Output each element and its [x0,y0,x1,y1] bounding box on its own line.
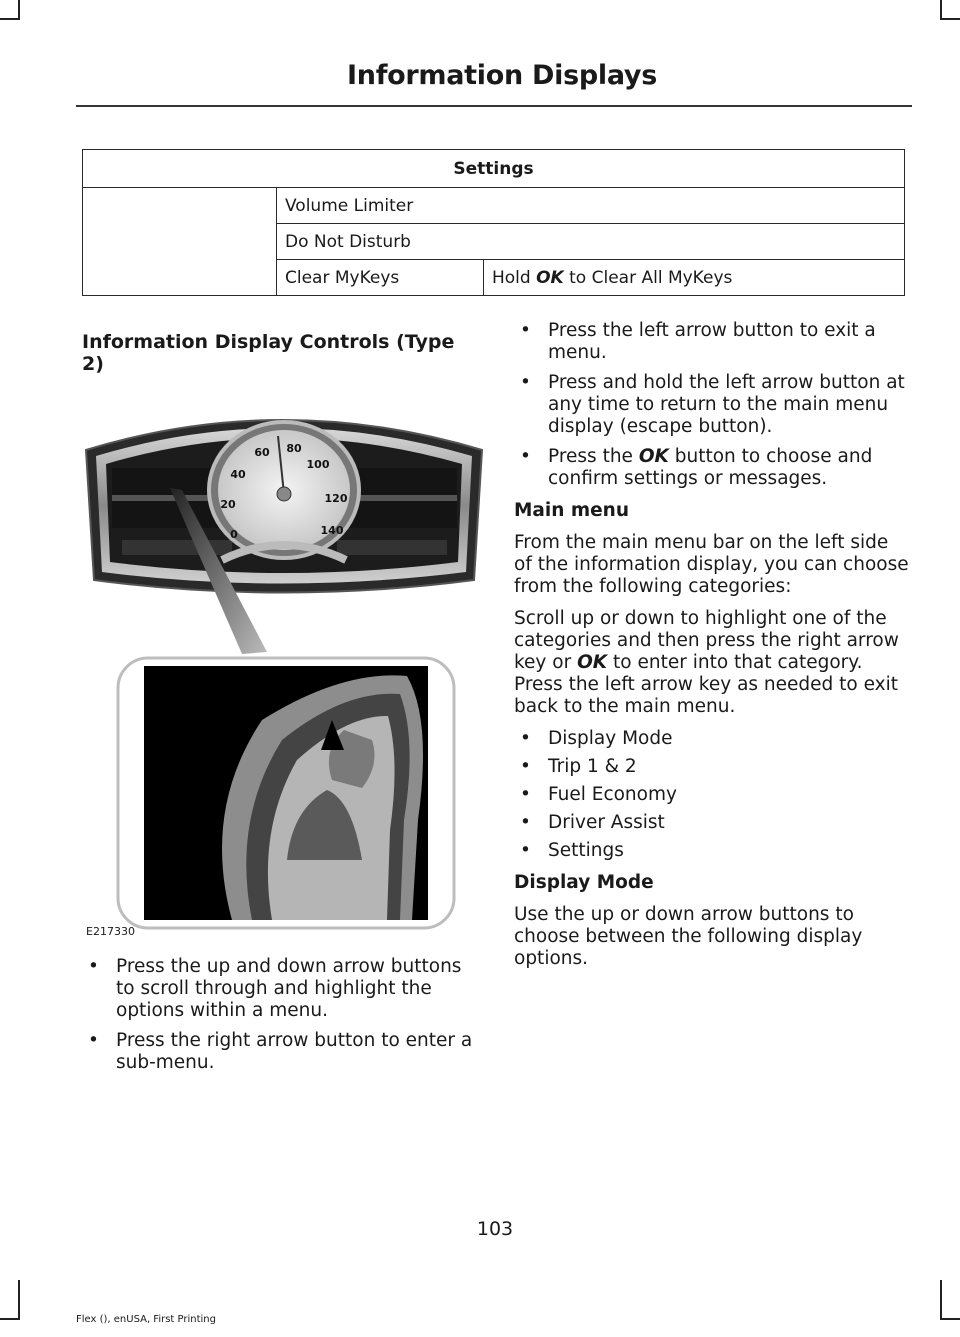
bullet-dot: • [520,756,531,777]
bullet-dot: • [520,784,531,805]
right-column [514,320,909,980]
speedo-number: 20 [220,498,236,511]
ok-label: OK [536,267,564,288]
list-item [514,812,909,834]
bullet-dot: • [520,840,531,861]
page-number: 103 [476,1218,514,1240]
crop-mark [0,18,20,20]
list-item [514,840,909,862]
bullet-dot: • [520,728,531,749]
list-item [514,446,909,490]
list-item-text: Display Mode [548,728,673,749]
speedo-number: 0 [230,528,238,541]
list-item-text: Press the left arrow button to exit a menu. [548,320,876,363]
list-item [514,372,909,438]
paragraph: From the main menu bar on the left side of the information display, you can choose from the following categories: [514,532,909,597]
list-item-text: Press the up and down arrow buttons to scroll through and highlight the options within a menu. [116,956,462,1021]
list-item-text: Press the right arrow button to enter a sub-menu. [116,1030,473,1073]
list-item [514,728,909,750]
paragraph: Use the up or down arrow buttons to choose between the following display options. [514,904,863,969]
header-divider [76,105,912,107]
list-item-text: button to choose and confirm settings or messages. [548,446,873,489]
speedo-number: 80 [286,442,302,455]
list-item [514,784,909,806]
settings-table [82,149,905,296]
list-item-text: Driver Assist [548,812,665,833]
table-cell: Do Not Disturb [277,224,905,260]
footer-text: Flex (), enUSA, First Printing [76,1314,216,1325]
left-column [82,956,482,1082]
list-item-text: Fuel Economy [548,784,677,805]
paragraph-text: to enter into that category. Press the left arrow key as needed to exit back to the main menu. [514,652,899,717]
cell-text: Hold [492,267,537,288]
speedo-number: 60 [254,446,270,459]
crop-mark [940,18,960,20]
speedo-number: 40 [230,468,246,481]
table-cell [484,260,905,296]
table-cell: Volume Limiter [277,188,905,224]
bullet-dot: • [520,372,531,393]
list-item [514,756,909,778]
table-cell: Clear MyKeys [277,260,484,296]
speedo-number: 100 [306,458,330,471]
list-item [82,1030,482,1074]
bullet-dot: • [520,320,531,341]
crop-mark [940,1318,960,1320]
page-title: Information Displays [347,60,657,91]
figure-code: E217330 [86,925,135,938]
list-item-text: Press the [548,446,639,467]
bullet-dot: • [88,1030,99,1051]
table-cell-empty [83,188,277,296]
speedo-number: 120 [324,492,348,505]
main-menu-heading: Main menu [514,500,630,521]
cell-text: to Clear All MyKeys [563,267,733,288]
display-mode-heading: Display Mode [514,872,654,893]
list-item [82,956,482,1022]
list-item-text: Trip 1 & 2 [548,756,637,777]
paragraph-text: Scroll up or down to highlight one of the categories and then press the right arrow key or [514,608,899,673]
bullet-dot: • [520,812,531,833]
crop-mark [940,0,942,20]
ok-label: OK [638,446,669,467]
crop-mark [940,1280,942,1320]
ok-label: OK [577,652,608,673]
instrument-cluster-figure [82,390,487,940]
crop-mark [0,1318,20,1320]
list-item [514,320,909,364]
list-item-text: Settings [548,840,624,861]
paragraph [514,608,909,718]
table-row [83,188,905,224]
bullet-dot: • [88,956,99,977]
instrument-cluster-illustration [82,390,487,940]
bullet-dot: • [520,446,531,467]
list-item-text: Press and hold the left arrow button at any time to return to the main menu display (escape button). [548,372,905,437]
speedo-number: 140 [320,524,344,537]
section-heading: Information Display Controls (Type 2) [82,331,455,375]
table-header: Settings [83,150,905,188]
crop-mark [18,0,20,20]
crop-mark [18,1280,20,1320]
